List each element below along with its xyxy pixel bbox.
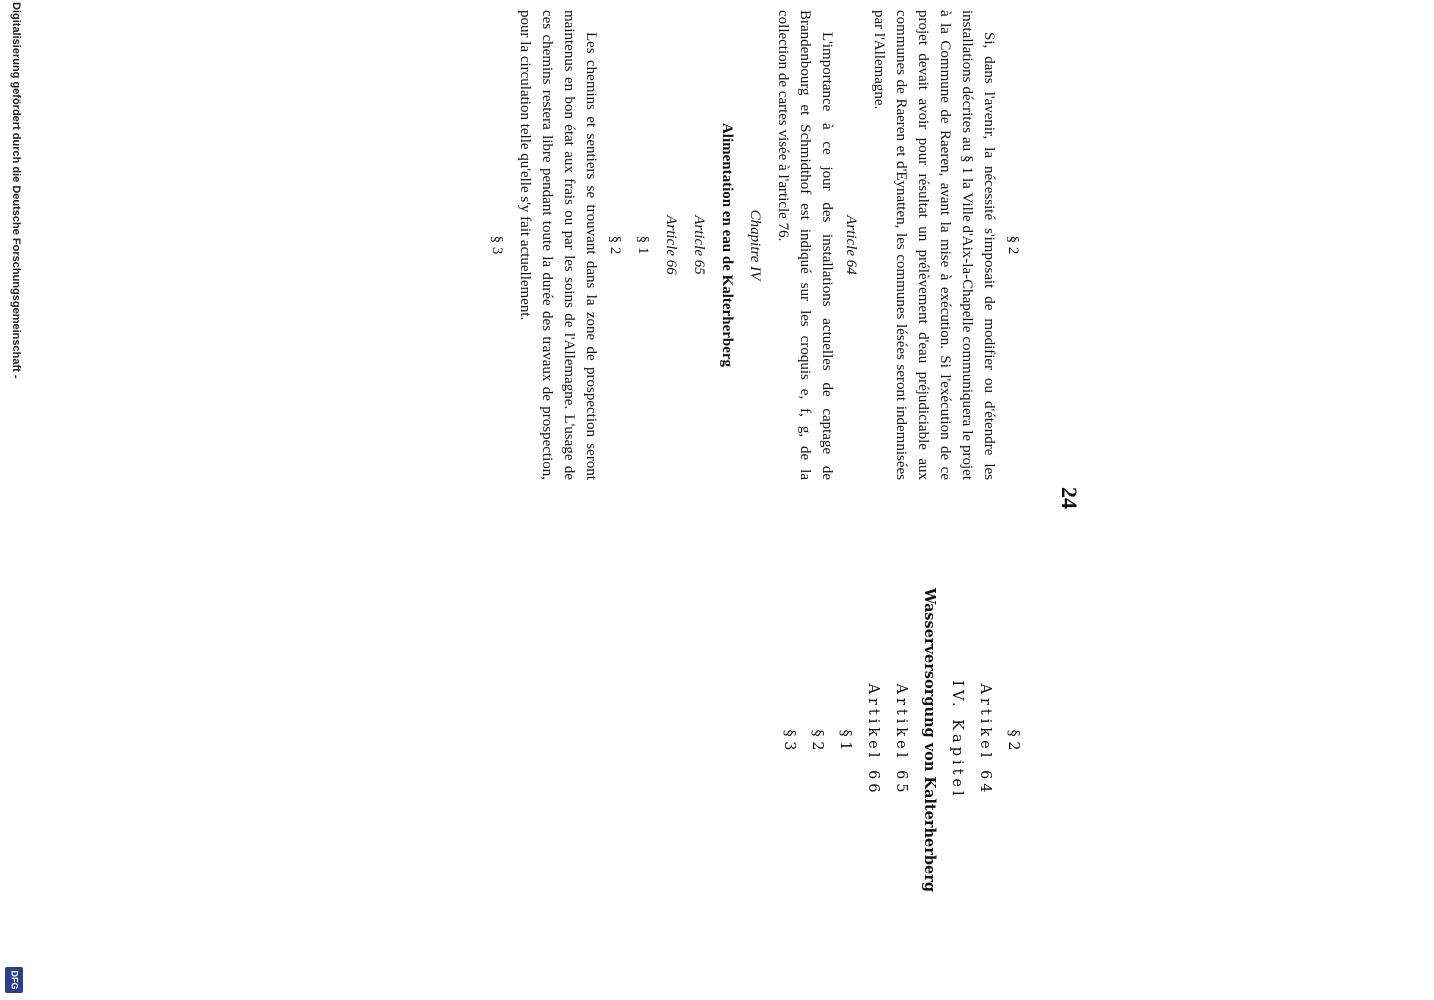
de-chapter-title: IV. Kapitel bbox=[949, 680, 965, 800]
de-art66-section-1-title: § 1 bbox=[837, 729, 853, 751]
fr-art66-section-2-text: Les chemins et sentiers se trouvant dans la zone de prospection seront maintenus en bon état aux frais ou par les soins de l'Allemagne. L'usage de ces chemins restera libre pendant toute la durée des travaux de prospection, pour la circulation telle qu'elle s'y fait actuellement. bbox=[517, 10, 599, 480]
fr-section-2-text: Si, dans l'avenir, la nécessité s'imposait de modifier ou d'étendre les installations décrites au § 1 la Ville d'Aix-la-Chapelle communiquera le projet à la Commune de Raeren, avant la mise à exécution. Si l'exécution de ce projet devait avoir pour résultat un prélèvement d'eau préjudiciable aux communes de Raeren et d'Eynatten, les communes lésées seront indemnisées par l'Allemagne. bbox=[871, 10, 997, 480]
fr-article-66-title: Article 66 bbox=[663, 215, 679, 275]
fr-chapter-subtitle: Alimentation en eau de Kalterherberg bbox=[719, 122, 735, 368]
fr-art66-section-1-title: § 1 bbox=[635, 235, 651, 255]
de-art66-section-3-title: § 3 bbox=[781, 729, 797, 751]
dfg-logo-text: DFG bbox=[9, 970, 19, 990]
de-article-66-title: Artikel 66 bbox=[865, 683, 881, 797]
de-article-64-title: Artikel 64 bbox=[977, 683, 993, 797]
french-column bbox=[484, 10, 1030, 480]
de-article-65-title: Artikel 65 bbox=[893, 683, 909, 797]
de-art66-section-2-title: § 2 bbox=[809, 729, 825, 751]
page-number: 24 bbox=[1057, 487, 1082, 509]
dfg-logo-icon bbox=[5, 967, 23, 993]
fr-art66-section-2-title: § 2 bbox=[607, 235, 623, 255]
digitization-credit bbox=[2, 0, 28, 1000]
credit-text: Digitalisierung gefördert durch die Deutsche Forschungsgemeinschaft - bbox=[10, 2, 22, 379]
fr-article-64-title: Article 64 bbox=[843, 215, 859, 275]
fr-article-65-title: Article 65 bbox=[691, 215, 707, 275]
fr-chapter-title: Chapitre IV bbox=[747, 209, 763, 281]
de-section-2-title: § 2 bbox=[1005, 729, 1021, 751]
de-chapter-subtitle: Wasserversorgung von Kalterherberg bbox=[921, 587, 938, 893]
german-column bbox=[776, 505, 1030, 975]
fr-art66-section-3-title: § 3 bbox=[489, 235, 505, 255]
fr-section-2-title: § 2 bbox=[1005, 235, 1021, 255]
fr-article-64-text: L'importance à ce jour des installations actuelles de captage de Brandenbourg et Schmidthof est indiqué sur les croquis e, f, g, de la collection de cartes visée à l'article 76. bbox=[775, 10, 835, 480]
